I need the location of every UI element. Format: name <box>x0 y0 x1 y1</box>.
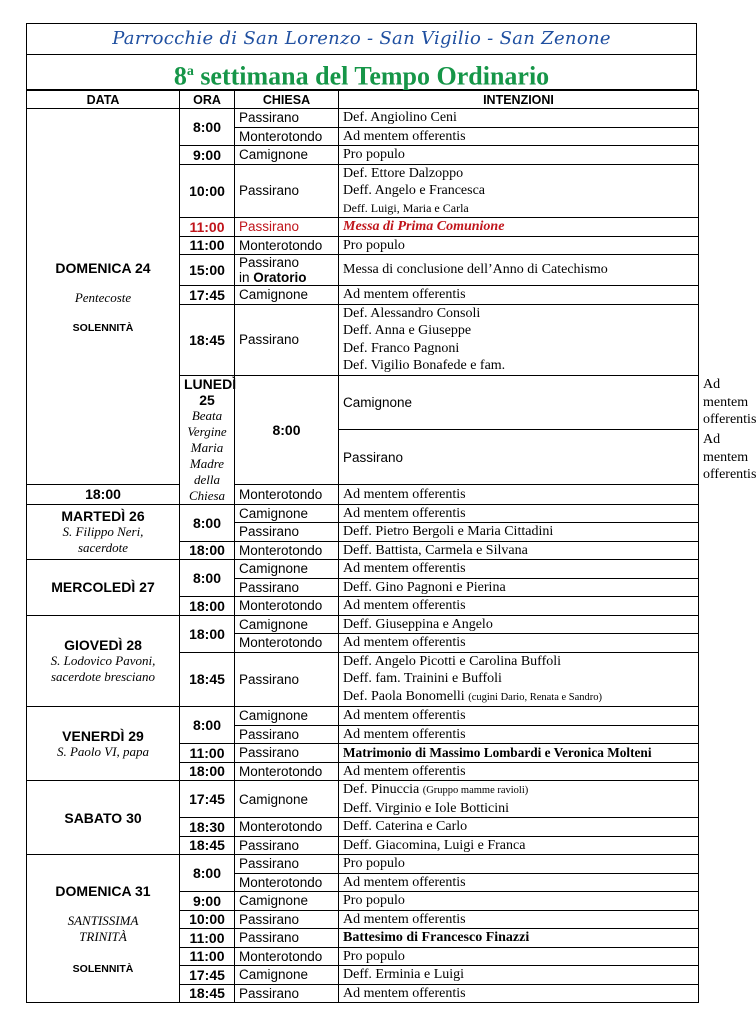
church-cell: Passirano <box>235 578 339 597</box>
intention-text: Def. Pinuccia <box>343 782 420 797</box>
church-cell: Passirano <box>235 218 339 237</box>
day-cell-lunedi-25 <box>180 375 235 504</box>
day-subtitle: TRINITÀ <box>79 928 127 944</box>
day-subtitle: Pentecoste <box>74 289 132 305</box>
day-name: DOMENICA 24 <box>55 259 151 276</box>
page-title <box>26 54 697 90</box>
time-cell: 18:45 <box>180 836 235 855</box>
time-cell: 18:30 <box>180 818 235 837</box>
solemnity-label: SOLENNITÀ <box>72 321 134 334</box>
table-row <box>27 560 699 579</box>
church-cell: Passirano <box>235 984 339 1003</box>
church-cell: Passirano <box>235 744 339 763</box>
church-cell: Monterotondo <box>235 634 339 653</box>
time-cell: 8:00 <box>180 707 235 744</box>
church-cell: Camignone <box>235 781 339 818</box>
time-cell: 11:00 <box>180 218 235 237</box>
intention-cell: Deff. Giuseppina e Angelo <box>339 615 699 634</box>
time-cell: 18:00 <box>180 762 235 781</box>
intention-cell: Ad mentem offerentis <box>339 984 699 1003</box>
parish-banner: Parrocchie di San Lorenzo - San Vigilio - San Zenone <box>26 23 697 54</box>
time-cell: 9:00 <box>180 146 235 165</box>
church-cell: Passirano <box>235 725 339 744</box>
time-cell: 9:00 <box>180 892 235 911</box>
church-name: Passirano <box>239 255 300 270</box>
intention-text: Def. Paola Bonomelli <box>343 688 465 704</box>
intention-line <box>343 688 694 707</box>
intention-cell: Ad mentem offerentis <box>339 707 699 726</box>
day-subtitle: S. Filippo Neri, <box>62 523 144 539</box>
day-cell-giovedi-28 <box>27 615 180 707</box>
church-cell: Passirano <box>339 430 699 485</box>
time-cell: 10:00 <box>180 164 235 218</box>
time-cell: 18:00 <box>180 615 235 652</box>
solemnity-label: SOLENNITÀ <box>72 962 134 975</box>
time-cell: 11:00 <box>180 236 235 255</box>
intention-cell: Pro populo <box>339 855 699 874</box>
church-cell: Monterotondo <box>235 818 339 837</box>
intention-cell: Messa di conclusione dell’Anno di Catechismo <box>339 255 699 286</box>
day-cell-sabato-30 <box>27 781 180 855</box>
time-cell: 17:45 <box>180 781 235 818</box>
table-row <box>27 109 699 128</box>
schedule-sheet <box>26 23 756 1003</box>
intention-cell <box>339 781 699 818</box>
intention-line: Deff. fam. Trainini e Buffoli <box>343 671 502 686</box>
column-header-data: DATA <box>27 91 180 109</box>
church-cell: Monterotondo <box>235 485 339 504</box>
day-subtitle: sacerdote bresciano <box>50 668 156 684</box>
church-cell: Monterotondo <box>235 541 339 560</box>
day-name: VENERDÌ 29 <box>62 727 144 744</box>
time-cell: 8:00 <box>180 560 235 597</box>
time-cell: 18:45 <box>180 984 235 1003</box>
intention-cell: Deff. Battista, Carmela e Silvana <box>339 541 699 560</box>
intention-cell: Ad mentem offerentis <box>339 762 699 781</box>
intention-line: Def. Ettore Dalzoppo <box>343 165 464 181</box>
day-subtitle: sacerdote <box>77 539 129 555</box>
church-cell: Camignone <box>235 286 339 305</box>
intention-cell: Matrimonio di Massimo Lombardi e Veronica Molteni <box>339 744 699 763</box>
time-cell: 18:00 <box>27 485 180 504</box>
church-cell: Passirano <box>235 109 339 128</box>
intention-cell: Pro populo <box>339 892 699 911</box>
day-subtitle: Beata Vergine Maria <box>187 407 227 455</box>
day-cell-domenica-31 <box>27 855 180 1003</box>
church-cell: Passirano <box>235 304 339 375</box>
church-cell: Monterotondo <box>235 127 339 146</box>
church-cell: Monterotondo <box>235 947 339 966</box>
day-name: LUNEDÌ 25 <box>184 375 237 408</box>
time-cell: 10:00 <box>180 910 235 929</box>
intention-line: Deff. Angelo Picotti e Carolina Buffoli <box>343 653 562 669</box>
church-cell: Monterotondo <box>235 762 339 781</box>
title-number: 8 <box>173 61 187 91</box>
intention-cell: Deff. Erminia e Luigi <box>339 966 699 985</box>
intention-line: Def. Alessandro Consoli <box>343 305 481 321</box>
intention-line: Deff. Anna e Giuseppe <box>343 323 472 338</box>
church-cell: Camignone <box>235 707 339 726</box>
intention-line: Deff. Angelo e Francesca <box>343 183 486 198</box>
table-row <box>27 707 699 726</box>
title-superscript: a <box>186 64 194 79</box>
table-row <box>27 781 699 818</box>
time-cell: 11:00 <box>180 744 235 763</box>
intention-cell: Ad mentem offerentis <box>339 560 699 579</box>
time-cell: 18:45 <box>180 652 235 707</box>
intention-line: Def. Franco Pagnoni <box>343 340 460 356</box>
time-cell: 8:00 <box>180 109 235 146</box>
intention-cell: Deff. Gino Pagnoni e Pierina <box>339 578 699 597</box>
time-cell: 18:00 <box>180 541 235 560</box>
intention-cell: Pro populo <box>339 947 699 966</box>
church-cell: Camignone <box>235 560 339 579</box>
time-cell: 18:00 <box>180 597 235 616</box>
intention-cell: Messa di Prima Comunione <box>339 218 699 237</box>
column-header-intenzioni: INTENZIONI <box>339 91 699 109</box>
intention-line: Deff. Virginio e Iole Botticini <box>343 800 509 816</box>
church-cell: Passirano <box>235 929 339 948</box>
day-subtitle: SANTISSIMA <box>67 912 139 928</box>
church-cell: Passirano <box>235 910 339 929</box>
intention-cell: Ad mentem offerentis <box>339 485 699 504</box>
day-subtitle: Madre della Chiesa <box>188 455 226 503</box>
intention-cell: Ad mentem offerentis <box>339 504 699 523</box>
intention-cell: Pro populo <box>339 146 699 165</box>
church-cell: Camignone <box>235 892 339 911</box>
time-cell: 11:00 <box>180 929 235 948</box>
intention-note: (Gruppo mamme ravioli) <box>422 785 529 796</box>
intention-cell: Ad mentem offerentis <box>339 910 699 929</box>
day-name: GIOVEDÌ 28 <box>64 636 142 653</box>
church-cell: Monterotondo <box>235 597 339 616</box>
column-header-chiesa: CHIESA <box>235 91 339 109</box>
intention-cell: Pro populo <box>339 236 699 255</box>
church-cell: Monterotondo <box>235 873 339 892</box>
church-cell: Passirano <box>235 164 339 218</box>
time-cell: 8:00 <box>180 855 235 892</box>
mass-schedule-table <box>26 90 756 1003</box>
church-cell: Passirano <box>235 836 339 855</box>
day-subtitle: S. Lodovico Pavoni, <box>50 652 156 668</box>
intention-cell: Ad mentem offerentis <box>339 634 699 653</box>
intention-line <box>343 781 694 800</box>
intention-cell: Def. Angiolino Ceni <box>339 109 699 128</box>
time-cell: 15:00 <box>180 255 235 286</box>
church-cell: Camignone <box>235 615 339 634</box>
day-name: DOMENICA 31 <box>55 882 151 899</box>
table-row <box>27 504 699 523</box>
intention-cell: Deff. Pietro Bergoli e Maria Cittadini <box>339 523 699 542</box>
church-cell: Passirano <box>235 855 339 874</box>
church-cell <box>235 255 339 286</box>
day-cell-mercoledi-27 <box>27 560 180 616</box>
time-cell: 8:00 <box>180 504 235 541</box>
intention-cell: Ad mentem offerentis <box>339 286 699 305</box>
table-row: LUNEDÌ 25 Beata Vergine Maria Madre della Chiesa 8:00 Camignone Ad mentem offerentis <box>27 375 699 430</box>
intention-cell: Battesimo di Francesco Finazzi <box>339 929 699 948</box>
church-extra: Oratorio <box>253 270 307 285</box>
day-cell-domenica-24 <box>27 109 180 485</box>
time-cell: 17:45 <box>180 966 235 985</box>
intention-cell: Ad mentem offerentis <box>339 725 699 744</box>
church-cell: Camignone <box>235 504 339 523</box>
day-name: SABATO 30 <box>64 809 142 826</box>
intention-cell: Ad mentem offerentis <box>339 873 699 892</box>
intention-cell: Ad mentem offerentis <box>339 597 699 616</box>
day-name: MERCOLEDÌ 27 <box>51 579 155 596</box>
church-cell: Camignone <box>235 966 339 985</box>
column-header-ora: ORA <box>180 91 235 109</box>
intention-cell: Deff. Giacomina, Luigi e Franca <box>339 836 699 855</box>
intention-cell: Ad mentem offerentis <box>339 127 699 146</box>
table-row <box>27 615 699 634</box>
intention-cell <box>339 164 699 218</box>
table-row <box>27 855 699 874</box>
intention-line: Deff. Luigi, Maria e Carla <box>343 200 469 215</box>
time-cell: 11:00 <box>180 947 235 966</box>
day-cell-martedi-26 <box>27 504 180 560</box>
church-cell: Camignone <box>339 375 699 430</box>
time-cell: 18:45 <box>180 304 235 375</box>
church-extra-prefix: in <box>239 270 254 285</box>
intention-line: Def. Vigilio Bonafede e fam. <box>343 358 506 373</box>
intention-cell: Deff. Caterina e Carlo <box>339 818 699 837</box>
day-name: MARTEDÌ 26 <box>61 507 145 524</box>
church-cell: Camignone <box>235 146 339 165</box>
table-row: Passirano Ad mentem offerentis <box>27 430 699 485</box>
table-row <box>27 485 699 504</box>
day-cell-venerdi-29 <box>27 707 180 781</box>
title-text: settimana del Tempo Ordinario <box>193 61 550 91</box>
intention-cell <box>339 304 699 375</box>
time-cell: 17:45 <box>180 286 235 305</box>
church-cell: Passirano <box>235 523 339 542</box>
church-cell: Passirano <box>235 652 339 707</box>
time-cell: 8:00 <box>235 375 339 485</box>
day-subtitle: S. Paolo VI, papa <box>56 743 150 759</box>
church-cell: Monterotondo <box>235 236 339 255</box>
intention-cell <box>339 652 699 707</box>
intention-note: (cugini Dario, Renata e Sandro) <box>468 691 603 703</box>
table-header-row <box>27 91 699 109</box>
